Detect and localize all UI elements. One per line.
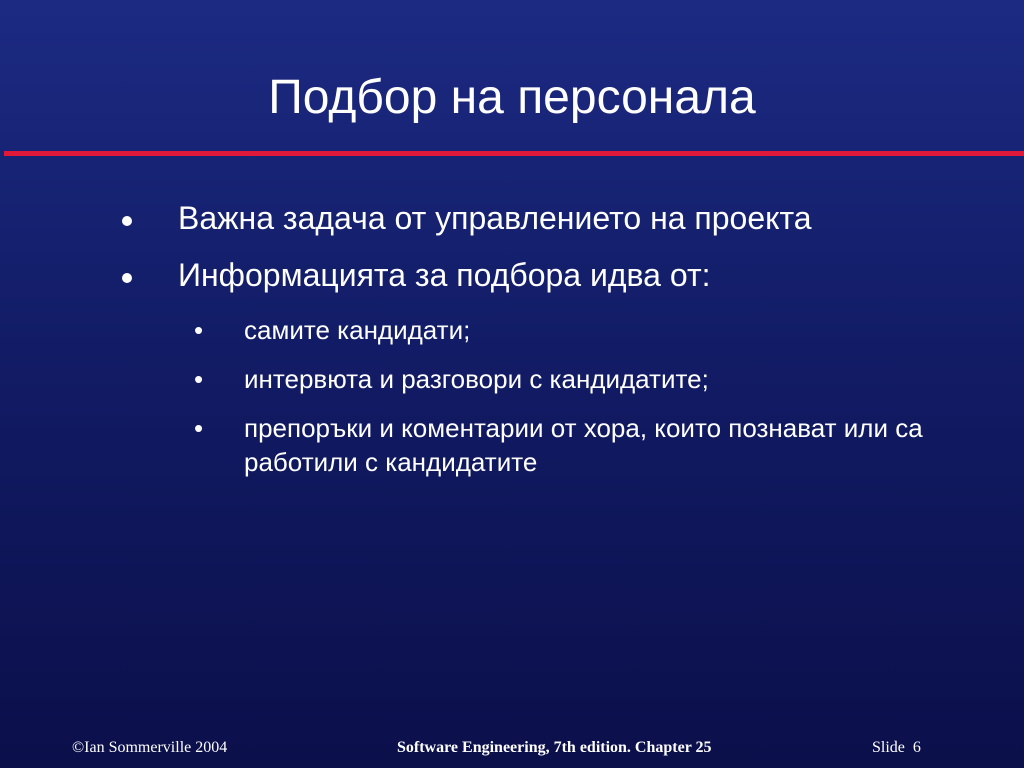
bullet-item (178, 256, 710, 294)
sub-bullet-item (194, 362, 944, 396)
bullet-item (178, 199, 812, 237)
bullet-dot-icon (122, 216, 132, 226)
footer-copyright: ©Ian Sommerville 2004 (72, 739, 228, 756)
bullet-text: Информацията за подбора идва от: (178, 257, 711, 293)
bullet-text: Важна задача от управлението на проекта (178, 200, 812, 236)
sub-bullet-dot-icon: • (194, 315, 204, 345)
bullet-dot-icon (122, 273, 132, 283)
slide-title: Подбор на персонала (268, 71, 756, 124)
footer-book-title: Software Engineering, 7th edition. Chapter 25 (397, 739, 712, 756)
sub-bullet-dot-icon: • (194, 364, 204, 394)
sub-bullet-item (194, 313, 944, 347)
sub-bullet-text: препоръки и коментарии от хора, които познават или са работили с кандидатите (244, 413, 923, 477)
footer-slide-number: Slide 6 (872, 739, 921, 756)
sub-bullet-dot-icon: • (194, 413, 204, 443)
sub-bullet-item (194, 411, 944, 479)
sub-bullet-text: интервюта и разговори с кандидатите; (244, 364, 709, 394)
sub-bullet-text: самите кандидати; (244, 315, 471, 345)
